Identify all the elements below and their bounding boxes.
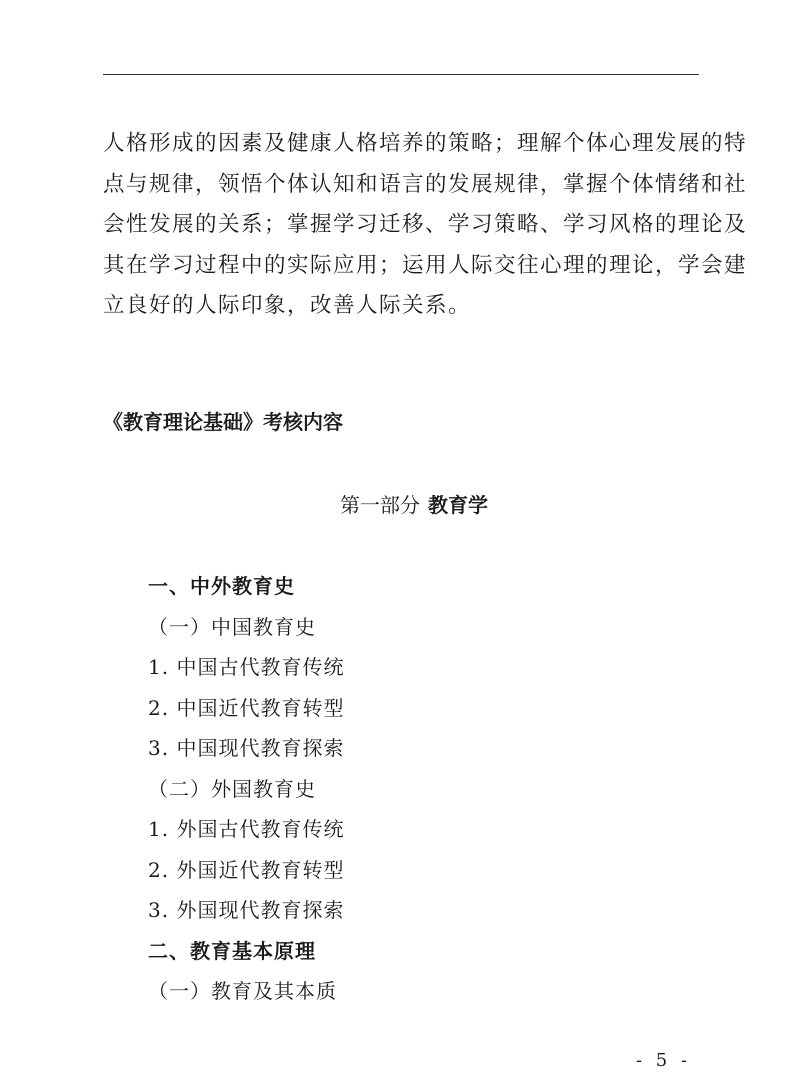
outline-list xyxy=(148,566,344,1012)
paragraph-line: 点与规律，领悟个体认知和语言的发展规律，掌握个体情绪和社 xyxy=(103,171,748,197)
outline-item: 2. 中国近代教育转型 xyxy=(148,695,345,720)
outline-subheading: （一）教育及其本质 xyxy=(148,979,337,1003)
exam-content-title: 《教育理论基础》考核内容 xyxy=(103,410,343,434)
outline-item: 3. 外国现代教育探索 xyxy=(148,898,345,922)
page-number: - 5 - xyxy=(636,1050,692,1071)
outline-item: 3. 中国现代教育探索 xyxy=(148,736,345,760)
outline-heading: 二、教育基本原理 xyxy=(148,938,316,963)
header-rule xyxy=(103,74,699,75)
intro-paragraph xyxy=(103,124,748,327)
paragraph-line: 人格形成的因素及健康人格培养的策略；理解个体心理发展的特 xyxy=(103,131,748,156)
outline-item: 1. 中国古代教育传统 xyxy=(148,655,345,679)
outline-subheading: （二）外国教育史 xyxy=(148,776,316,801)
part-prefix: 第一部分 xyxy=(340,493,420,517)
part-name: 教育学 xyxy=(428,493,488,517)
paragraph-line: 立良好的人际印象，改善人际关系。 xyxy=(103,293,472,318)
paragraph-line: 会性发展的关系；掌握学习迁移、学习策略、学习风格的理论及 xyxy=(103,212,748,237)
part-heading xyxy=(340,487,488,523)
paragraph-line: 其在学习过程中的实际应用；运用人际交往心理的理论，学会建 xyxy=(103,252,748,278)
outline-heading: 一、中外教育史 xyxy=(148,574,295,598)
outline-subheading: （一）中国教育史 xyxy=(148,614,316,639)
outline-item: 1. 外国古代教育传统 xyxy=(148,817,345,841)
outline-item: 2. 外国近代教育转型 xyxy=(148,857,345,882)
